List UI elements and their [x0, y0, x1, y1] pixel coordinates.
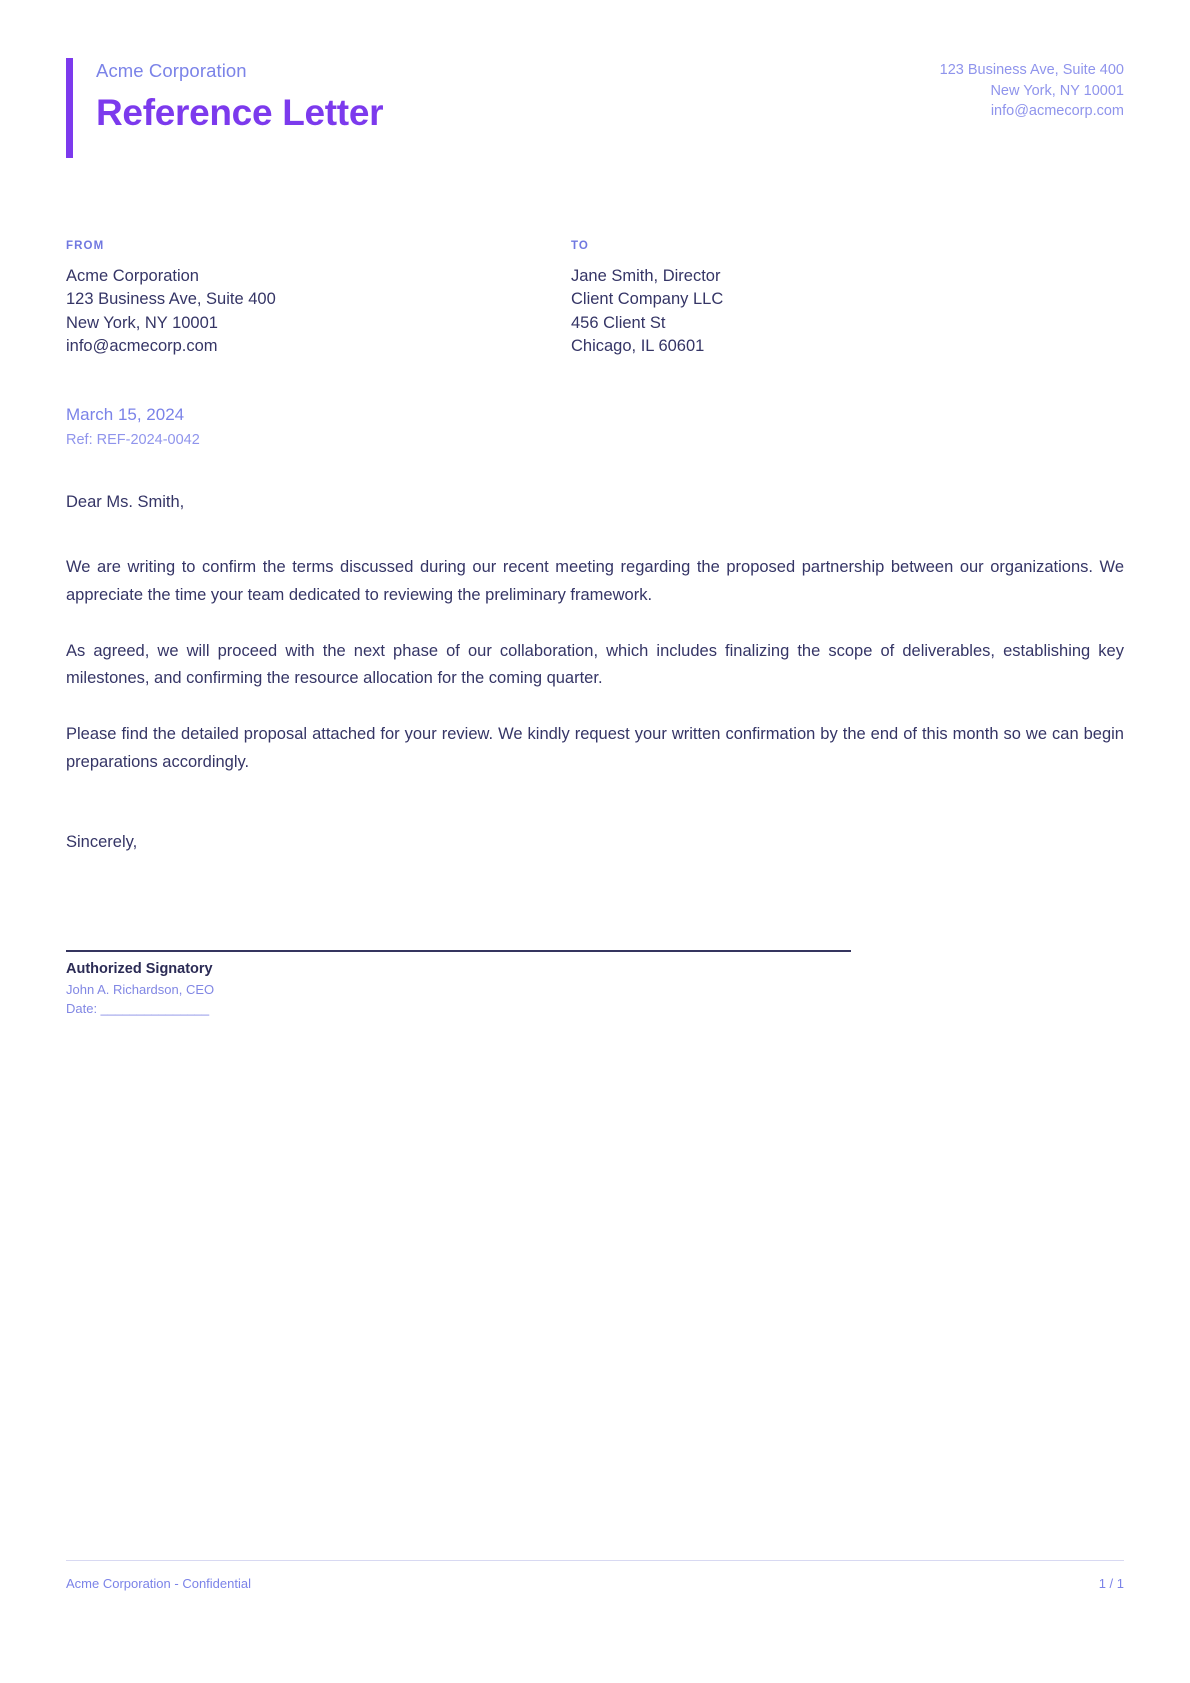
- header-company-name: Acme Corporation: [96, 60, 247, 81]
- from-line: info@acmecorp.com: [66, 336, 218, 355]
- to-line: Chicago, IL 60601: [571, 336, 705, 355]
- body-paragraph: As agreed, we will proceed with the next phase of our collaboration, which includes finalizing the scope of deliverables, establishing key milestones, and confirming the resource allocation for the coming quarter.: [66, 641, 1124, 688]
- closing-salutation: Sincerely,: [66, 832, 138, 851]
- header-titles: [96, 60, 383, 134]
- to-line: Jane Smith, Director: [571, 267, 721, 285]
- to-label: TO: [571, 240, 589, 252]
- header-email: info@acmecorp.com: [990, 103, 1124, 120]
- body-paragraph: We are writing to confirm the terms discussed during our recent meeting regarding the proposed partnership between our organizations. We appreciate the time your team dedicated to reviewing the preliminary framework.: [66, 558, 1124, 604]
- from-block: [66, 240, 571, 358]
- footer-page-number: 1 / 1: [1098, 1576, 1124, 1591]
- letter-meta: [66, 404, 1124, 450]
- page-footer: [66, 1560, 1124, 1591]
- to-line: 456 Client St: [571, 313, 666, 332]
- accent-bar: [66, 58, 73, 158]
- letter-body: [66, 554, 1124, 776]
- letter-date: March 15, 2024: [66, 405, 185, 424]
- footer-row: [66, 1576, 1124, 1591]
- page-title: Reference Letter: [96, 92, 384, 134]
- footer-divider: [66, 1560, 1124, 1561]
- header-address-line1: 123 Business Ave, Suite 400: [939, 62, 1124, 78]
- signature-date-field: Date: _______________: [66, 1000, 210, 1016]
- body-paragraph: Please find the detailed proposal attached for your review. We kindly request your written confirmation by the end of this month so we can begin preparations accordingly.: [66, 725, 1124, 771]
- footer-confidentiality-note: Acme Corporation - Confidential: [66, 1576, 251, 1591]
- signature-block: [66, 950, 851, 1019]
- from-line: 123 Business Ave, Suite 400: [66, 290, 276, 309]
- letter-reference: Ref: REF-2024-0042: [66, 431, 200, 448]
- signature-title: Authorized Signatory: [66, 961, 213, 977]
- to-block: [571, 240, 1076, 358]
- signature-line: [66, 950, 851, 952]
- signature-name: John A. Richardson, CEO: [66, 982, 215, 997]
- to-line: Client Company LLC: [571, 290, 724, 309]
- header-contact-block: [940, 60, 1124, 122]
- letter-header: [66, 0, 1124, 167]
- address-section: [66, 240, 1124, 358]
- header-address-line2: New York, NY 10001: [990, 82, 1124, 99]
- salutation: Dear Ms. Smith,: [66, 493, 185, 512]
- from-line: Acme Corporation: [66, 267, 199, 285]
- from-line: New York, NY 10001: [66, 313, 218, 332]
- from-label: FROM: [66, 240, 105, 252]
